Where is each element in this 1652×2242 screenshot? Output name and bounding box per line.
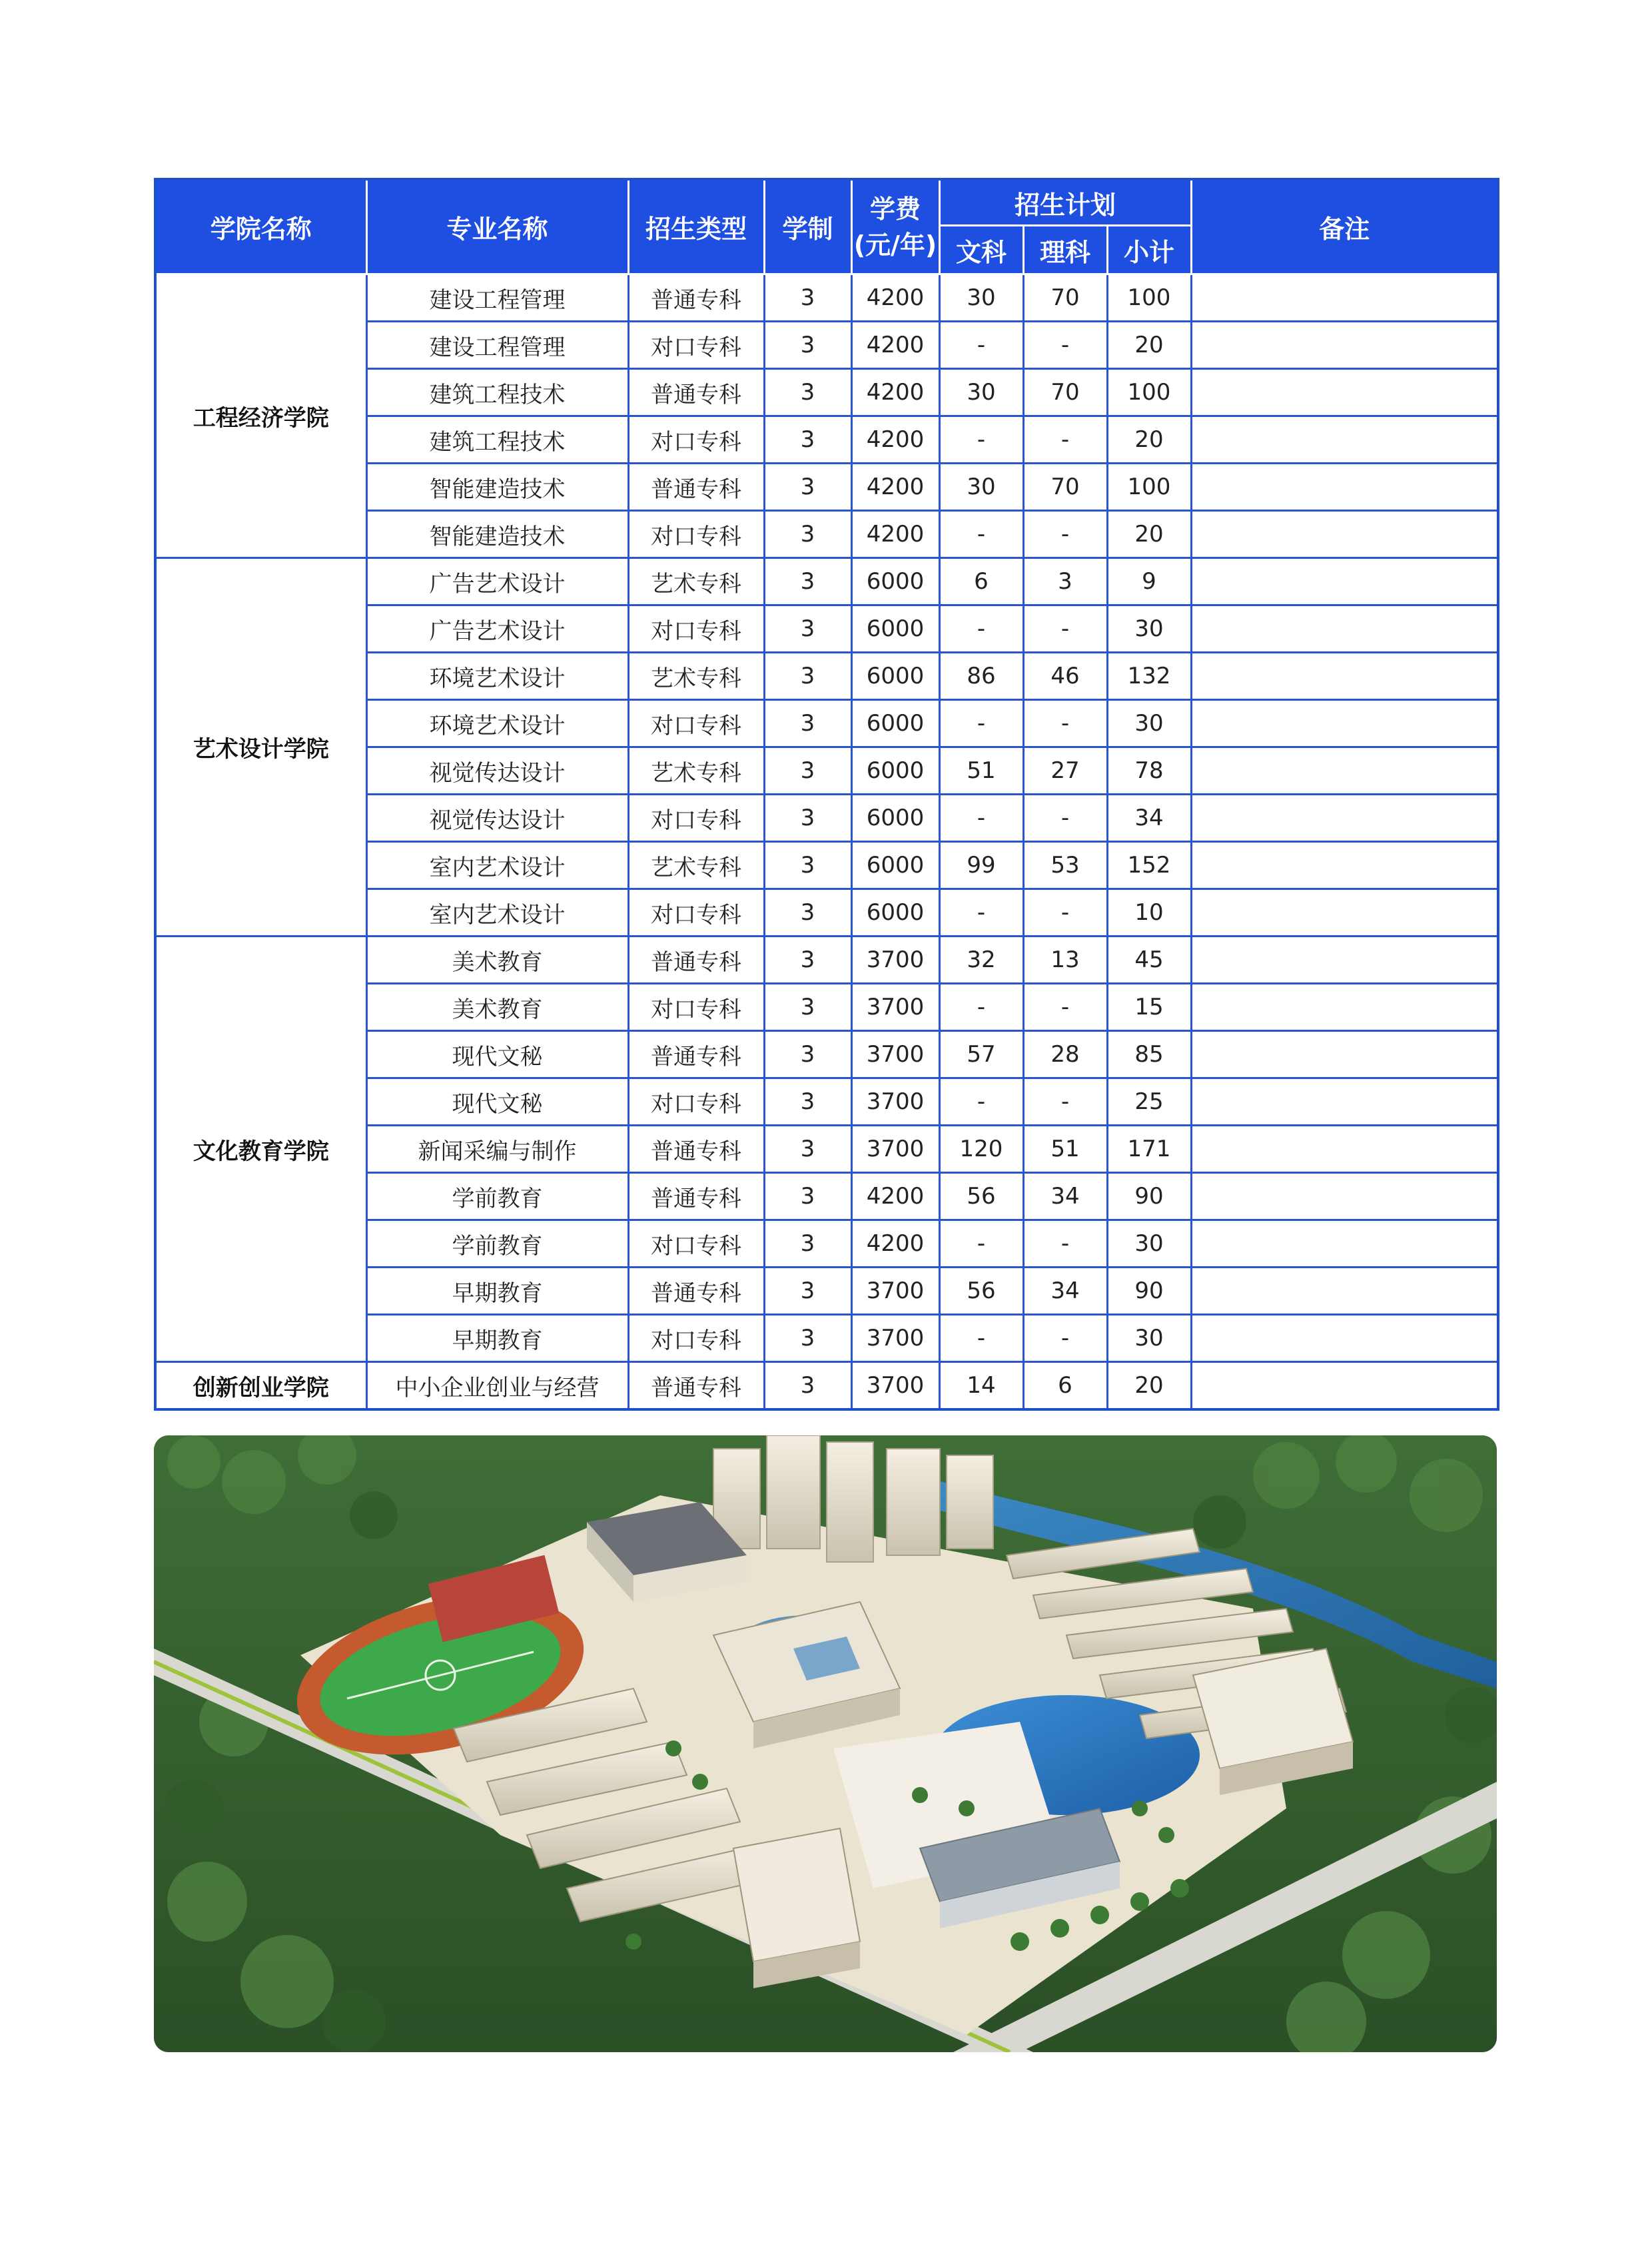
- enrollment-plan-table: [154, 178, 1499, 1411]
- major-cell: 早期教育: [366, 1315, 628, 1362]
- table-row: [155, 1362, 1498, 1410]
- subtotal-cell: 100: [1107, 369, 1191, 416]
- subtotal-cell: 15: [1107, 984, 1191, 1031]
- subtotal-cell: 132: [1107, 653, 1191, 700]
- fee-cell: 4200: [851, 274, 939, 322]
- science-cell: 34: [1023, 1268, 1107, 1315]
- arts-cell: 56: [939, 1173, 1023, 1220]
- years-cell: 3: [764, 1220, 851, 1268]
- table-row: [155, 274, 1498, 322]
- remarks-cell: [1191, 1031, 1498, 1078]
- remarks-cell: [1191, 605, 1498, 653]
- remarks-cell: [1191, 842, 1498, 889]
- campus-aerial-image: [154, 1435, 1497, 2052]
- major-cell: 环境艺术设计: [366, 700, 628, 747]
- science-cell: -: [1023, 889, 1107, 936]
- science-cell: -: [1023, 795, 1107, 842]
- major-cell: 早期教育: [366, 1268, 628, 1315]
- type-cell: 对口专科: [628, 605, 764, 653]
- header-arts: 文科: [939, 226, 1023, 274]
- fee-cell: 6000: [851, 653, 939, 700]
- science-cell: 6: [1023, 1362, 1107, 1410]
- arts-cell: 120: [939, 1126, 1023, 1173]
- arts-cell: 6: [939, 558, 1023, 605]
- subtotal-cell: 100: [1107, 464, 1191, 511]
- arts-cell: 57: [939, 1031, 1023, 1078]
- major-cell: 智能建造技术: [366, 511, 628, 558]
- remarks-cell: [1191, 1315, 1498, 1362]
- fee-cell: 6000: [851, 889, 939, 936]
- remarks-cell: [1191, 747, 1498, 795]
- science-cell: -: [1023, 700, 1107, 747]
- type-cell: 普通专科: [628, 369, 764, 416]
- header-plan: 招生计划: [939, 179, 1191, 226]
- subtotal-cell: 45: [1107, 936, 1191, 984]
- science-cell: -: [1023, 322, 1107, 369]
- fee-cell: 4200: [851, 511, 939, 558]
- arts-cell: 30: [939, 464, 1023, 511]
- remarks-cell: [1191, 369, 1498, 416]
- science-cell: -: [1023, 605, 1107, 653]
- subtotal-cell: 90: [1107, 1173, 1191, 1220]
- fee-cell: 6000: [851, 700, 939, 747]
- science-cell: -: [1023, 416, 1107, 464]
- major-cell: 建筑工程技术: [366, 416, 628, 464]
- college-name-cell: 创新创业学院: [155, 1362, 366, 1410]
- subtotal-cell: 20: [1107, 511, 1191, 558]
- years-cell: 3: [764, 605, 851, 653]
- science-cell: -: [1023, 511, 1107, 558]
- arts-cell: 51: [939, 747, 1023, 795]
- fee-cell: 3700: [851, 1031, 939, 1078]
- header-college: 学院名称: [155, 179, 366, 274]
- science-cell: -: [1023, 1315, 1107, 1362]
- years-cell: 3: [764, 274, 851, 322]
- subtotal-cell: 152: [1107, 842, 1191, 889]
- subtotal-cell: 100: [1107, 274, 1191, 322]
- arts-cell: -: [939, 1220, 1023, 1268]
- type-cell: 对口专科: [628, 1315, 764, 1362]
- subtotal-cell: 20: [1107, 416, 1191, 464]
- fee-cell: 3700: [851, 936, 939, 984]
- fee-cell: 3700: [851, 1078, 939, 1126]
- arts-cell: -: [939, 795, 1023, 842]
- arts-cell: -: [939, 605, 1023, 653]
- major-cell: 广告艺术设计: [366, 605, 628, 653]
- fee-cell: 6000: [851, 558, 939, 605]
- remarks-cell: [1191, 274, 1498, 322]
- header-major: 专业名称: [366, 179, 628, 274]
- arts-cell: 14: [939, 1362, 1023, 1410]
- remarks-cell: [1191, 653, 1498, 700]
- fee-cell: 6000: [851, 842, 939, 889]
- enrollment-plan-table-wrap: [154, 178, 1497, 1411]
- table-row: [155, 936, 1498, 984]
- header-type: 招生类型: [628, 179, 764, 274]
- arts-cell: -: [939, 1078, 1023, 1126]
- arts-cell: -: [939, 322, 1023, 369]
- major-cell: 室内艺术设计: [366, 889, 628, 936]
- type-cell: 普通专科: [628, 936, 764, 984]
- table-header: [155, 179, 1498, 274]
- remarks-cell: [1191, 322, 1498, 369]
- type-cell: 对口专科: [628, 511, 764, 558]
- major-cell: 视觉传达设计: [366, 747, 628, 795]
- header-remarks: 备注: [1191, 179, 1498, 274]
- arts-cell: -: [939, 700, 1023, 747]
- science-cell: -: [1023, 984, 1107, 1031]
- years-cell: 3: [764, 1126, 851, 1173]
- subtotal-cell: 34: [1107, 795, 1191, 842]
- type-cell: 对口专科: [628, 416, 764, 464]
- years-cell: 3: [764, 1315, 851, 1362]
- arts-cell: -: [939, 984, 1023, 1031]
- table-row: [155, 558, 1498, 605]
- years-cell: 3: [764, 416, 851, 464]
- science-cell: 3: [1023, 558, 1107, 605]
- college-name-cell: 艺术设计学院: [155, 558, 366, 936]
- remarks-cell: [1191, 511, 1498, 558]
- fee-cell: 6000: [851, 747, 939, 795]
- years-cell: 3: [764, 558, 851, 605]
- type-cell: 普通专科: [628, 1362, 764, 1410]
- fee-cell: 4200: [851, 1220, 939, 1268]
- remarks-cell: [1191, 700, 1498, 747]
- table-body: [155, 274, 1498, 1410]
- major-cell: 中小企业创业与经营: [366, 1362, 628, 1410]
- header-science: 理科: [1023, 226, 1107, 274]
- subtotal-cell: 20: [1107, 322, 1191, 369]
- fee-cell: 4200: [851, 322, 939, 369]
- remarks-cell: [1191, 1268, 1498, 1315]
- arts-cell: -: [939, 889, 1023, 936]
- type-cell: 对口专科: [628, 700, 764, 747]
- years-cell: 3: [764, 936, 851, 984]
- major-cell: 新闻采编与制作: [366, 1126, 628, 1173]
- major-cell: 视觉传达设计: [366, 795, 628, 842]
- remarks-cell: [1191, 1078, 1498, 1126]
- major-cell: 现代文秘: [366, 1078, 628, 1126]
- years-cell: 3: [764, 322, 851, 369]
- science-cell: 34: [1023, 1173, 1107, 1220]
- fee-cell: 3700: [851, 1268, 939, 1315]
- years-cell: 3: [764, 1173, 851, 1220]
- subtotal-cell: 9: [1107, 558, 1191, 605]
- fee-cell: 3700: [851, 1362, 939, 1410]
- remarks-cell: [1191, 464, 1498, 511]
- major-cell: 学前教育: [366, 1220, 628, 1268]
- type-cell: 对口专科: [628, 984, 764, 1031]
- fee-cell: 3700: [851, 984, 939, 1031]
- header-fee: [851, 179, 939, 274]
- type-cell: 普通专科: [628, 274, 764, 322]
- science-cell: 28: [1023, 1031, 1107, 1078]
- type-cell: 普通专科: [628, 1031, 764, 1078]
- science-cell: 46: [1023, 653, 1107, 700]
- college-name-cell: 文化教育学院: [155, 936, 366, 1362]
- header-years: 学制: [764, 179, 851, 274]
- fee-cell: 6000: [851, 795, 939, 842]
- years-cell: 3: [764, 1078, 851, 1126]
- remarks-cell: [1191, 1126, 1498, 1173]
- fee-cell: 4200: [851, 464, 939, 511]
- subtotal-cell: 30: [1107, 1220, 1191, 1268]
- major-cell: 建设工程管理: [366, 274, 628, 322]
- subtotal-cell: 30: [1107, 1315, 1191, 1362]
- years-cell: 3: [764, 464, 851, 511]
- type-cell: 对口专科: [628, 1220, 764, 1268]
- science-cell: 70: [1023, 274, 1107, 322]
- header-fee-line1: 学费: [869, 194, 921, 224]
- remarks-cell: [1191, 984, 1498, 1031]
- type-cell: 普通专科: [628, 1268, 764, 1315]
- subtotal-cell: 90: [1107, 1268, 1191, 1315]
- remarks-cell: [1191, 1220, 1498, 1268]
- type-cell: 对口专科: [628, 1078, 764, 1126]
- arts-cell: 32: [939, 936, 1023, 984]
- type-cell: 艺术专科: [628, 842, 764, 889]
- major-cell: 智能建造技术: [366, 464, 628, 511]
- science-cell: -: [1023, 1220, 1107, 1268]
- fee-cell: 3700: [851, 1315, 939, 1362]
- major-cell: 美术教育: [366, 984, 628, 1031]
- science-cell: 53: [1023, 842, 1107, 889]
- arts-cell: 86: [939, 653, 1023, 700]
- remarks-cell: [1191, 795, 1498, 842]
- years-cell: 3: [764, 511, 851, 558]
- subtotal-cell: 10: [1107, 889, 1191, 936]
- subtotal-cell: 20: [1107, 1362, 1191, 1410]
- type-cell: 艺术专科: [628, 558, 764, 605]
- major-cell: 环境艺术设计: [366, 653, 628, 700]
- remarks-cell: [1191, 1173, 1498, 1220]
- type-cell: 普通专科: [628, 1173, 764, 1220]
- subtotal-cell: 25: [1107, 1078, 1191, 1126]
- campus-aerial-illustration: [154, 1435, 1497, 2052]
- arts-cell: 56: [939, 1268, 1023, 1315]
- years-cell: 3: [764, 795, 851, 842]
- years-cell: 3: [764, 842, 851, 889]
- years-cell: 3: [764, 747, 851, 795]
- major-cell: 学前教育: [366, 1173, 628, 1220]
- type-cell: 对口专科: [628, 322, 764, 369]
- major-cell: 现代文秘: [366, 1031, 628, 1078]
- major-cell: 美术教育: [366, 936, 628, 984]
- fee-cell: 4200: [851, 1173, 939, 1220]
- major-cell: 建筑工程技术: [366, 369, 628, 416]
- science-cell: 13: [1023, 936, 1107, 984]
- fee-cell: 4200: [851, 369, 939, 416]
- years-cell: 3: [764, 984, 851, 1031]
- type-cell: 艺术专科: [628, 653, 764, 700]
- fee-cell: 4200: [851, 416, 939, 464]
- subtotal-cell: 30: [1107, 605, 1191, 653]
- remarks-cell: [1191, 889, 1498, 936]
- type-cell: 对口专科: [628, 889, 764, 936]
- type-cell: 对口专科: [628, 795, 764, 842]
- science-cell: 70: [1023, 464, 1107, 511]
- fee-cell: 3700: [851, 1126, 939, 1173]
- years-cell: 3: [764, 369, 851, 416]
- major-cell: 建设工程管理: [366, 322, 628, 369]
- header-subtotal: 小计: [1107, 226, 1191, 274]
- science-cell: 27: [1023, 747, 1107, 795]
- type-cell: 艺术专科: [628, 747, 764, 795]
- science-cell: 51: [1023, 1126, 1107, 1173]
- remarks-cell: [1191, 558, 1498, 605]
- major-cell: 广告艺术设计: [366, 558, 628, 605]
- remarks-cell: [1191, 416, 1498, 464]
- years-cell: 3: [764, 700, 851, 747]
- subtotal-cell: 85: [1107, 1031, 1191, 1078]
- major-cell: 室内艺术设计: [366, 842, 628, 889]
- remarks-cell: [1191, 936, 1498, 984]
- subtotal-cell: 78: [1107, 747, 1191, 795]
- years-cell: 3: [764, 1268, 851, 1315]
- type-cell: 普通专科: [628, 464, 764, 511]
- subtotal-cell: 171: [1107, 1126, 1191, 1173]
- science-cell: 70: [1023, 369, 1107, 416]
- arts-cell: -: [939, 511, 1023, 558]
- subtotal-cell: 30: [1107, 700, 1191, 747]
- years-cell: 3: [764, 1031, 851, 1078]
- remarks-cell: [1191, 1362, 1498, 1410]
- arts-cell: 30: [939, 369, 1023, 416]
- years-cell: 3: [764, 1362, 851, 1410]
- type-cell: 普通专科: [628, 1126, 764, 1173]
- header-fee-line2: (元/年): [853, 230, 937, 260]
- science-cell: -: [1023, 1078, 1107, 1126]
- years-cell: 3: [764, 889, 851, 936]
- college-name-cell: 工程经济学院: [155, 274, 366, 558]
- arts-cell: -: [939, 416, 1023, 464]
- arts-cell: -: [939, 1315, 1023, 1362]
- years-cell: 3: [764, 653, 851, 700]
- arts-cell: 99: [939, 842, 1023, 889]
- fee-cell: 6000: [851, 605, 939, 653]
- arts-cell: 30: [939, 274, 1023, 322]
